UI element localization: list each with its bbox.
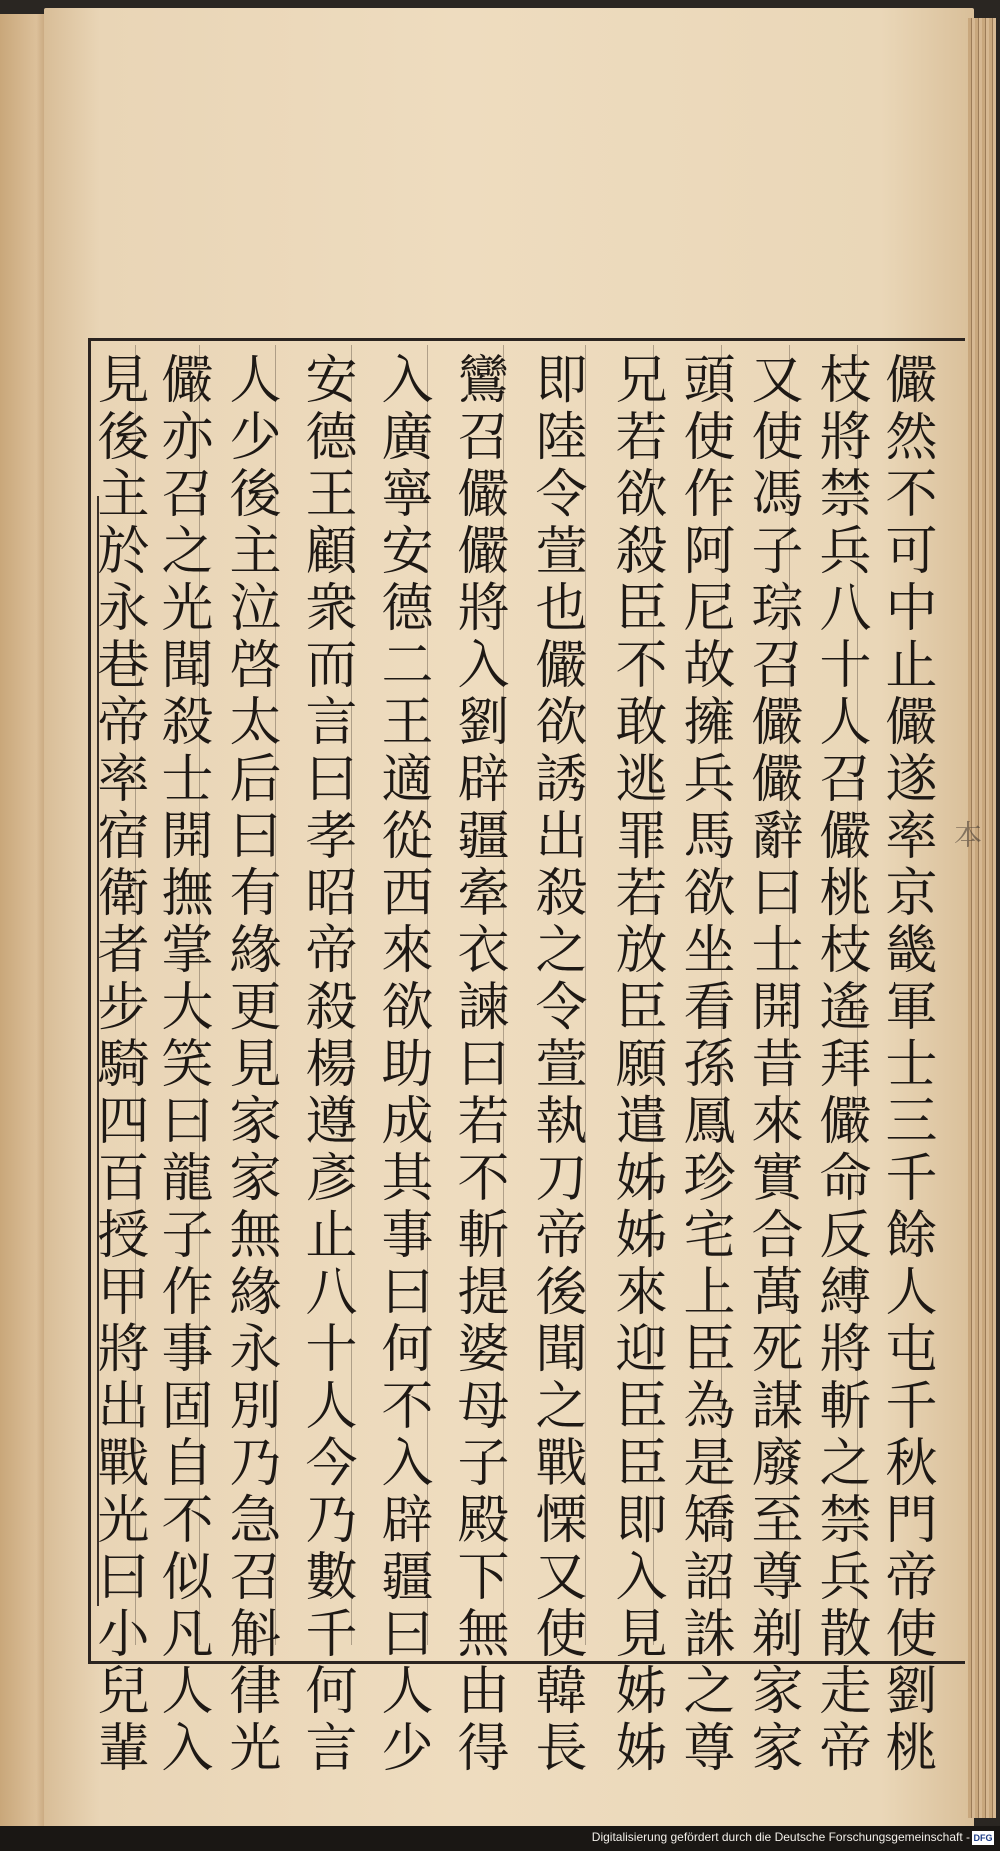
text-column-5: 兄若欲殺臣不敢逃罪若放臣願遣姊姊來迎臣臣即入見姊姊 xyxy=(606,352,666,1777)
text-column-9: 安德王顧衆而言曰孝昭帝殺楊遵彥止八十人今乃數千何言 xyxy=(296,352,356,1777)
funding-credit: Digitalisierung gefördert durch die Deutsche Forschungsgemeinschaft - xyxy=(591,1830,970,1844)
text-column-6: 即陸令萱也儼欲誘出殺之令萱執刀帝後聞之戰慄又使韓長 xyxy=(526,352,586,1777)
text-column-3: 又使馮子琮召儼儼辭曰士開昔來實合萬死謀廢至尊剃家家 xyxy=(742,352,802,1777)
text-column-10: 人少後主泣啓太后曰有緣更見家家無緣永別乃急召斛律光 xyxy=(220,352,280,1777)
text-column-12: 見後主於永巷帝率宿衛者步騎四百授甲將出戰光曰小兒輩 xyxy=(88,352,148,1777)
text-column-7: 鸞召儼儼將入劉辟疆牽衣諫曰若不斬提婆母子殿下無由得 xyxy=(448,352,508,1777)
dfg-logo-icon: DFG xyxy=(973,1833,993,1843)
text-column-4: 頭使作阿尼故擁兵馬欲坐看孫鳳珍宅上臣為是矯詔誅之尊 xyxy=(674,352,734,1777)
text-column-2: 枝將禁兵八十人召儼桃枝遙拜儼命反縛將斬之禁兵散走帝 xyxy=(810,352,870,1777)
text-column-11: 儼亦召之光聞殺士開撫掌大笑曰龍子作事固自不似凡人入 xyxy=(152,352,212,1777)
text-column-1: 儼然不可中止儼遂率京畿軍士三千餘人屯千秋門帝使劉桃 xyxy=(876,352,936,1777)
margin-mark: 本 xyxy=(950,820,983,848)
text-column-8: 入廣寧安德二王適從西來欲助成其事曰何不入辟疆曰人少 xyxy=(372,352,432,1777)
page-stack-edge xyxy=(968,18,996,1818)
